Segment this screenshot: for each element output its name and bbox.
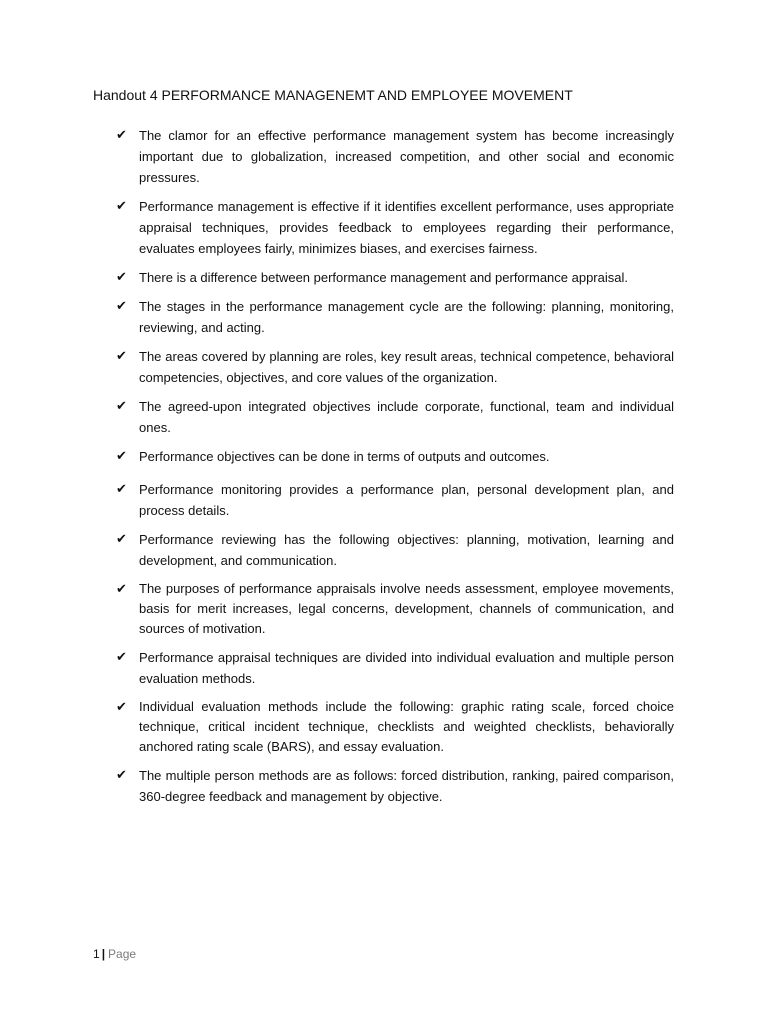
list-item-text: The clamor for an effective performance management system has become increasingly important due to globalization, increased competition, and other social and economic pressures. [139, 128, 674, 185]
page-number: 1 [93, 947, 100, 961]
checkmark-icon: ✔ [116, 582, 127, 597]
list-item-text: Performance reviewing has the following objectives: planning, motivation, learning and development, and communication. [139, 532, 674, 568]
list-item [116, 765, 674, 807]
list-item-text: Performance management is effective if it identifies excellent performance, uses appropriate appraisal techniques, provides feedback to employees regarding their performance, evaluates employees fairly, minimizes biases, and exercises fairness. [139, 199, 674, 256]
list-item [116, 125, 674, 188]
checkmark-icon: ✔ [116, 128, 127, 143]
list-item-text: Individual evaluation methods include the following: graphic rating scale, forced choice technique, critical incident technique, checklists and weighted checklists, behaviorally anchored rating scale (BARS), and essay evaluation. [139, 699, 674, 754]
checkmark-icon: ✔ [116, 449, 127, 464]
list-item [116, 446, 674, 467]
checkmark-icon: ✔ [116, 482, 127, 497]
list-item-text: Performance appraisal techniques are divided into individual evaluation and multiple person evaluation methods. [139, 650, 674, 686]
page-footer [93, 947, 136, 961]
footer-separator: | [101, 947, 106, 961]
list-item [116, 479, 674, 521]
list-item [116, 697, 674, 757]
checkmark-icon: ✔ [116, 399, 127, 414]
list-item [116, 346, 674, 388]
list-item [116, 579, 674, 639]
list-item [116, 196, 674, 259]
list-item-text: The agreed-upon integrated objectives include corporate, functional, team and individual ones. [139, 399, 674, 435]
checkmark-icon: ✔ [116, 349, 127, 364]
checkmark-icon: ✔ [116, 532, 127, 547]
list-item [116, 647, 674, 689]
checkmark-icon: ✔ [116, 768, 127, 783]
list-item [116, 529, 674, 571]
list-item-text: The areas covered by planning are roles, key result areas, technical competence, behavioral competencies, objectives, and core values of the organization. [139, 349, 674, 385]
list-item-text: The purposes of performance appraisals involve needs assessment, employee movements, basis for merit increases, legal concerns, development, channels of communication, and sources of motivation. [139, 581, 674, 636]
bullet-list [116, 125, 674, 815]
checkmark-icon: ✔ [116, 650, 127, 665]
checkmark-icon: ✔ [116, 270, 127, 285]
checkmark-icon: ✔ [116, 199, 127, 214]
list-item-text: The stages in the performance management cycle are the following: planning, monitoring, reviewing, and acting. [139, 299, 674, 335]
document-title: Handout 4 PERFORMANCE MANAGENEMT AND EMPLOYEE MOVEMENT [93, 87, 573, 103]
checkmark-icon: ✔ [116, 700, 127, 715]
list-item-text: Performance objectives can be done in terms of outputs and outcomes. [139, 449, 550, 464]
list-item-text: The multiple person methods are as follows: forced distribution, ranking, paired comparison, 360-degree feedback and management by objective. [139, 768, 674, 804]
list-item-text: There is a difference between performance management and performance appraisal. [139, 270, 628, 285]
list-item-text: Performance monitoring provides a performance plan, personal development plan, and process details. [139, 482, 674, 518]
list-item [116, 267, 674, 288]
list-item [116, 396, 674, 438]
checkmark-icon: ✔ [116, 299, 127, 314]
list-item [116, 296, 674, 338]
page-label: Page [108, 947, 137, 961]
